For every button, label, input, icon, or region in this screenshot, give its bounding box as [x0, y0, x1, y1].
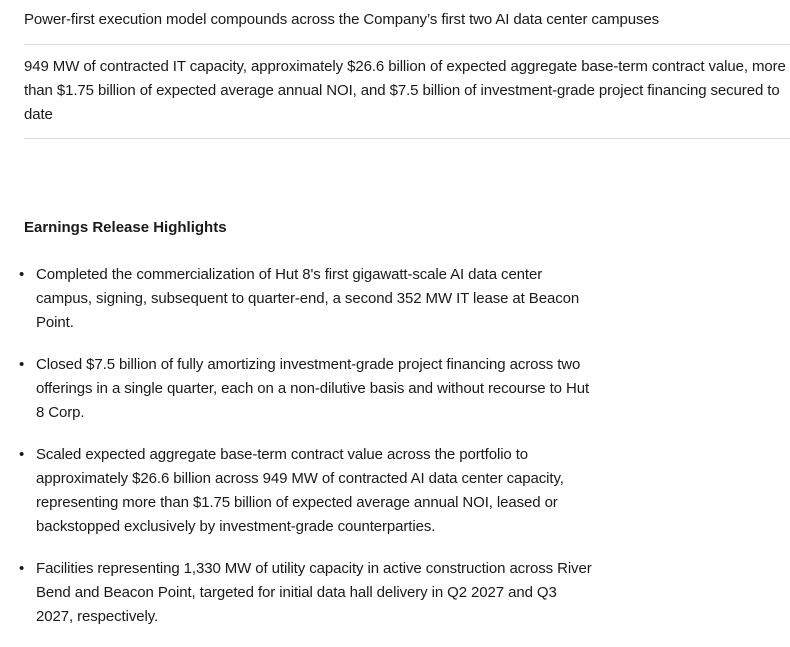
list-item-text: Facilities representing 1,330 MW of utility capacity in active construction across River Bend and Beacon Point, targeted for initial data hall delivery in Q2 2027 and Q3 2027, respectively.: [36, 560, 592, 625]
list-item: [16, 263, 596, 335]
subheadline: 949 MW of contracted IT capacity, approximately $26.6 billion of expected aggregate base-term contract value, more than $1.75 billion of expected average annual NOI, and $7.5 billion of investment-grade project financing secured to date: [24, 45, 790, 139]
list-item-text: Closed $7.5 billion of fully amortizing investment-grade project financing across two offerings in a single quarter, each on a non-dilutive basis and without recourse to Hut 8 Corp.: [36, 356, 590, 421]
subheadline-list: [24, 0, 790, 139]
highlights-list: [16, 263, 596, 647]
list-item: [16, 557, 596, 629]
list-item: [16, 443, 596, 539]
list-item-text: Completed the commercialization of Hut 8's first gigawatt-scale AI data center campus, signing, subsequent to quarter-end, a second 352 MW IT lease at Beacon Point.: [36, 266, 580, 331]
bullet-icon: •: [19, 356, 25, 373]
list-item-text: Scaled expected aggregate base-term contract value across the portfolio to approximately $26.6 billion across 949 MW of contracted AI data center capacity, representing more than $1.75 billion of expected average annual NOI, leased or backstopped exclusively by investment-grade counterparties.: [36, 446, 564, 535]
bullet-icon: •: [19, 266, 25, 283]
section-heading: Earnings Release Highlights: [24, 219, 227, 236]
list-item: [16, 353, 596, 425]
bullet-icon: •: [19, 560, 25, 577]
bullet-icon: •: [19, 446, 25, 463]
subheadline: Power-first execution model compounds across the Company’s first two AI data center campuses: [24, 0, 790, 45]
